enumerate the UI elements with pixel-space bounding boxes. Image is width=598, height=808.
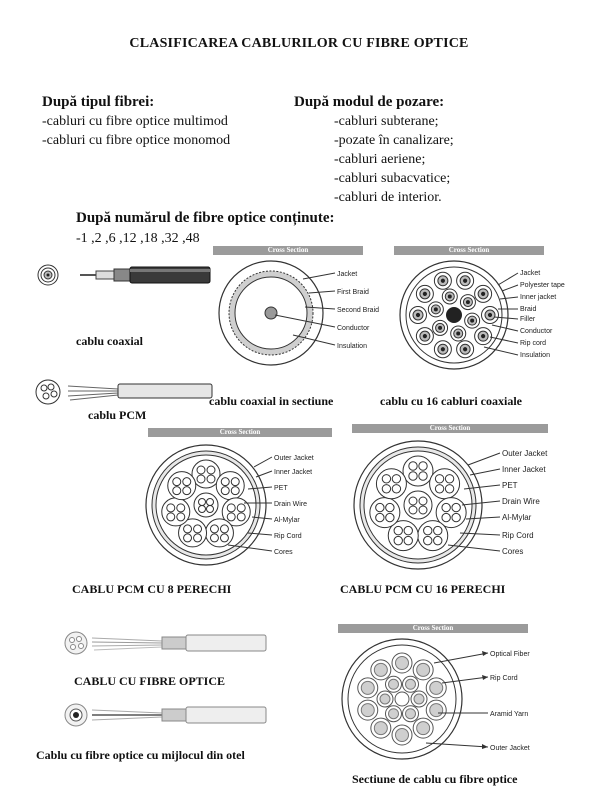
core [442,513,450,521]
label-inner-jacket: Inner Jacket [502,465,546,474]
fiber-core [414,694,424,704]
core [386,513,394,521]
core [210,534,218,542]
label-drain-wire: Drain Wire [502,497,540,506]
caption-fiber: CABLU CU FIBRE OPTICE [74,674,226,688]
pair-cell [376,469,406,499]
coax-cell-conductor [423,292,426,295]
core [220,534,228,542]
fiber-type-item: -cabluri cu fibre optice multimod [42,114,228,129]
fiber-core [430,681,443,694]
cross-section-bar: Cross Section [352,424,548,433]
label-insulation: Insulation [520,352,550,359]
pair-cell [404,491,432,519]
core [376,503,384,511]
fiber-core [430,704,443,717]
core [409,462,417,470]
coax-cell-conductor [457,332,460,335]
core [392,485,400,493]
pair-cell [168,472,196,500]
label-cores: Cores [274,549,293,556]
core [167,504,175,512]
label-first-braid: First Braid [337,289,369,296]
fiber-core [396,729,409,742]
core [434,536,442,544]
core [409,472,417,480]
caption-fiber-section: Sectiune de cablu cu fibre optice [352,772,518,786]
core [183,487,191,495]
core [184,534,192,542]
fiber-type-heading: După tipul fibrei: [42,94,155,110]
cross-section-bar: Cross Section [338,624,528,633]
pcm-cable-illustration [34,374,214,410]
core [424,536,432,544]
pair-cell [370,498,400,528]
core [207,475,215,483]
label-pet: PET [502,481,518,490]
pair-cell [403,456,433,486]
label-filler: Filler [520,316,536,323]
label-jacket: Jacket [520,270,541,277]
label-jacket: Jacket [337,271,358,278]
label-outer-jacket: Outer Jacket [490,745,530,752]
label-al-mylar: Al-Mylar [274,517,300,524]
coax-cell-conductor [448,295,451,298]
core [231,478,239,486]
pair-cell [162,498,190,526]
core [227,504,235,512]
pair-cell [205,519,233,547]
coax-cell-conductor [439,326,442,329]
core [382,485,390,493]
fiber-core [374,722,387,735]
coax-cell-conductor [416,313,419,316]
core [207,506,214,513]
core [207,466,215,474]
coax-cell-conductor [471,319,474,322]
coax-cross-section [213,246,380,385]
core [445,485,453,493]
core [404,526,412,534]
page-title: CLASIFICAREA CABLURILOR CU FIBRE OPTICE [129,36,469,51]
label-cores: Cores [502,547,524,556]
core [194,525,202,533]
core [382,475,390,483]
laying-item: -cabluri de interior. [334,190,442,205]
laying-item: -cabluri aeriene; [334,152,426,167]
fiber-core [380,694,390,704]
coax-cell-conductor [434,308,437,311]
core [419,472,427,480]
core [376,513,384,521]
pair-cell [418,521,448,551]
core [177,504,185,512]
label-conductor: Conductor [520,328,553,335]
label-drain-wire: Drain Wire [274,501,308,508]
core [394,526,402,534]
label-outer-jacket: Outer Jacket [502,449,548,458]
fiber-core [417,722,430,735]
label-aramid-yarn: Aramid Yarn [490,711,529,718]
laying-item: -cabluri subterane; [334,114,439,129]
coax-cell-conductor [482,292,485,295]
core [409,497,417,505]
core [173,487,181,495]
label-conductor: Conductor [337,325,370,332]
core [237,504,245,512]
core [207,499,214,506]
fiber-steel-cable-illustration [62,700,272,730]
core [404,536,412,544]
core [435,475,443,483]
label-polyester-tape: Polyester tape [520,282,565,289]
core [210,525,218,533]
coax-cell-conductor [464,348,467,351]
core [199,506,206,513]
label-inner-jacket: Inner jacket [520,294,557,301]
coax-cell-conductor [488,313,491,316]
laying-heading: După modul de pozare: [294,94,445,110]
core [452,513,460,521]
caption-pcm8: CABLU PCM CU 8 PERECHI [72,582,232,596]
core [199,499,206,506]
label-al-mylar: Al-Mylar [502,513,532,522]
core [394,536,402,544]
caption-coax-section: cablu coaxial in sectiune [209,394,334,408]
label-optical-fiber: Optical Fiber [490,651,530,658]
coax-cell-conductor [423,335,426,338]
label-rip-cord: Rip Cord [502,531,534,540]
pair-cell [430,469,460,499]
core [434,526,442,534]
fiber-tube [395,692,409,706]
fiber-cable-illustration [62,628,272,658]
core [424,526,432,534]
core [194,534,202,542]
caption-pcm: cablu PCM [88,408,147,422]
fiber-core [417,663,430,676]
fiber-count-heading: După numărul de fibre optice conținute: [76,210,335,226]
label-inner-jacket: Inner Jacket [274,469,313,476]
label-rip-cord: Rip Cord [274,533,302,540]
fiber-core [389,709,399,719]
core [435,485,443,493]
core [419,506,427,514]
coax16-cross-section [394,246,565,385]
cross-section-bar: Cross Section [213,246,363,255]
coax-cable-illustration [36,260,216,290]
caption-fiber-steel: Cablu cu fibre optice cu mijlocul din otel [36,748,245,762]
fiber-type-item: -cabluri cu fibre optice monomod [42,133,231,148]
label-second-braid: Second Braid [337,307,380,314]
core [197,466,205,474]
core [231,487,239,495]
label-outer-jacket: Outer Jacket [274,455,314,462]
core [221,487,229,495]
fiber-core [406,679,416,689]
core [183,478,191,486]
core [167,513,175,521]
core [409,506,417,514]
core [442,503,450,511]
coax-cell-conductor [482,335,485,338]
fiber-cross-section [338,624,528,761]
core [184,525,192,533]
fiber-core [374,663,387,676]
fiber-count-values: -1 ,2 ,6 ,12 ,18 ,32 ,48 [76,231,200,246]
core [419,462,427,470]
core [392,475,400,483]
caption-pcm16: CABLU PCM CU 16 PERECHI [340,582,506,596]
coax-cell-conductor [441,279,444,282]
core [237,513,245,521]
pcm8-cross-section [148,428,332,575]
core [173,478,181,486]
core [220,525,228,533]
label-insulation: Insulation [337,343,367,350]
label-rip-cord: Rip cord [520,340,547,347]
pair-cell [194,493,218,517]
core [445,475,453,483]
fiber-core [361,681,374,694]
coax-cell-conductor [466,301,469,304]
caption-coax: cablu coaxial [76,334,144,348]
label-rip-cord: Rip Cord [490,675,518,682]
fiber-core [361,704,374,717]
fiber-core [406,709,416,719]
laying-item: -cabluri subacvatice; [334,171,451,186]
coax-cell-conductor [464,279,467,282]
label-pet: PET [274,485,288,492]
pair-cell [216,472,244,500]
fiber-core [396,657,409,670]
pair-cell [192,460,220,488]
coax-cell-conductor [441,348,444,351]
core [452,503,460,511]
core [221,478,229,486]
core [419,497,427,505]
label-braid: Braid [520,306,537,313]
cross-section-bar: Cross Section [148,428,332,437]
laying-item: -pozate în canalizare; [334,133,454,148]
fiber-core [389,679,399,689]
core [386,503,394,511]
caption-coax16: cablu cu 16 cabluri coaxiale [380,394,522,408]
cross-section-bar: Cross Section [394,246,544,255]
core [177,513,185,521]
pcm16-cross-section [352,424,548,575]
core [197,475,205,483]
core [227,513,235,521]
